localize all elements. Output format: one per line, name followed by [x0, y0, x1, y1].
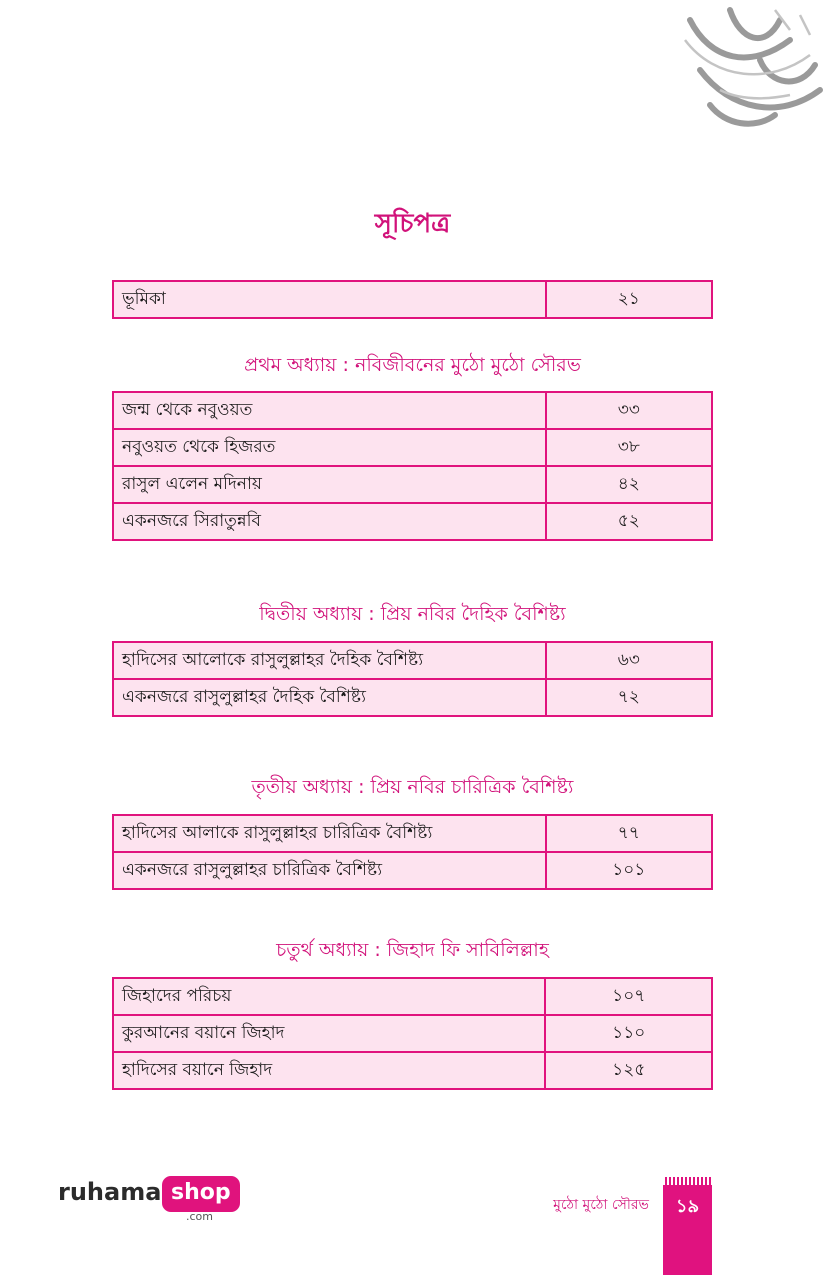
entry-title: কুরআনের বয়ানে জিহাদ: [113, 1015, 545, 1052]
entry-title: জন্ম থেকে নবুওয়ত: [113, 392, 546, 429]
logo-shop-badge: shop: [162, 1176, 240, 1212]
entry-title: একনজরে রাসুলুল্লাহর চারিত্রিক বৈশিষ্ট্য: [113, 852, 546, 889]
page-title: সূচিপত্র: [374, 209, 451, 239]
entry-page: ৪২: [546, 466, 712, 503]
table-row[interactable]: [113, 392, 712, 429]
entry-title: একনজরে সিরাতুন্নবি: [113, 503, 546, 540]
logo-wordmark: ruhama: [58, 1178, 162, 1206]
entry-page: ১২৫: [545, 1052, 712, 1089]
chapter-heading: চতুর্থ অধ্যায় : জিহাদ ফি সাবিলিল্লাহ: [276, 939, 549, 961]
table-row[interactable]: [113, 679, 712, 716]
table-row[interactable]: [113, 429, 712, 466]
entry-title: হাদিসের বয়ানে জিহাদ: [113, 1052, 545, 1089]
entry-title: রাসুল এলেন মদিনায়: [113, 466, 546, 503]
table-row[interactable]: [113, 1052, 712, 1089]
entry-page: ৫২: [546, 503, 712, 540]
chapter-heading: দ্বিতীয় অধ্যায় : প্রিয় নবির দৈহিক বৈশিষ্ট্য: [259, 603, 566, 625]
entry-title: জিহাদের পরিচয়: [113, 978, 545, 1015]
logo-domain: .com: [186, 1210, 213, 1223]
table-row[interactable]: [113, 1015, 712, 1052]
entry-page: ৩৩: [546, 392, 712, 429]
table-row[interactable]: [113, 281, 712, 318]
chapter-table: [112, 977, 713, 1090]
entry-page: ৭৭: [546, 815, 713, 852]
page-number: ১৯: [675, 1196, 700, 1217]
chapter-table: [112, 814, 713, 890]
entry-page: ২১: [546, 281, 713, 318]
entry-page: ১০১: [546, 852, 713, 889]
table-row[interactable]: [113, 852, 712, 889]
entry-title: হাদিসের আলোকে রাসুলুল্লাহর দৈহিক বৈশিষ্ট্য: [113, 642, 546, 679]
entry-page: ১১০: [545, 1015, 712, 1052]
entry-title: একনজরে রাসুলুল্লাহর দৈহিক বৈশিষ্ট্য: [113, 679, 546, 716]
page-tab-hatch: [663, 1177, 712, 1185]
intro-table: [112, 280, 713, 319]
chapter-heading: তৃতীয় অধ্যায় : প্রিয় নবির চারিত্রিক বৈশিষ্ট্য: [251, 776, 574, 798]
table-row[interactable]: [113, 503, 712, 540]
entry-title: নবুওয়ত থেকে হিজরত: [113, 429, 546, 466]
entry-title: ভূমিকা: [113, 281, 546, 318]
entry-page: ৩৮: [546, 429, 712, 466]
entry-title: হাদিসের আলাকে রাসুলুল্লাহর চারিত্রিক বৈশিষ্ট্য: [113, 815, 546, 852]
chapter-heading: প্রথম অধ্যায় : নবিজীবনের মুঠো মুঠো সৌরভ: [244, 354, 581, 376]
table-row[interactable]: [113, 815, 712, 852]
entry-page: ৭২: [546, 679, 712, 716]
table-row[interactable]: [113, 466, 712, 503]
table-row[interactable]: [113, 642, 712, 679]
table-row[interactable]: [113, 978, 712, 1015]
calligraphy-ornament-icon: [670, 0, 825, 135]
running-title: মুঠো মুঠো সৌরভ: [553, 1197, 649, 1213]
chapter-table: [112, 391, 713, 541]
chapter-table: [112, 641, 713, 717]
entry-page: ৬৩: [546, 642, 712, 679]
entry-page: ১০৭: [545, 978, 712, 1015]
